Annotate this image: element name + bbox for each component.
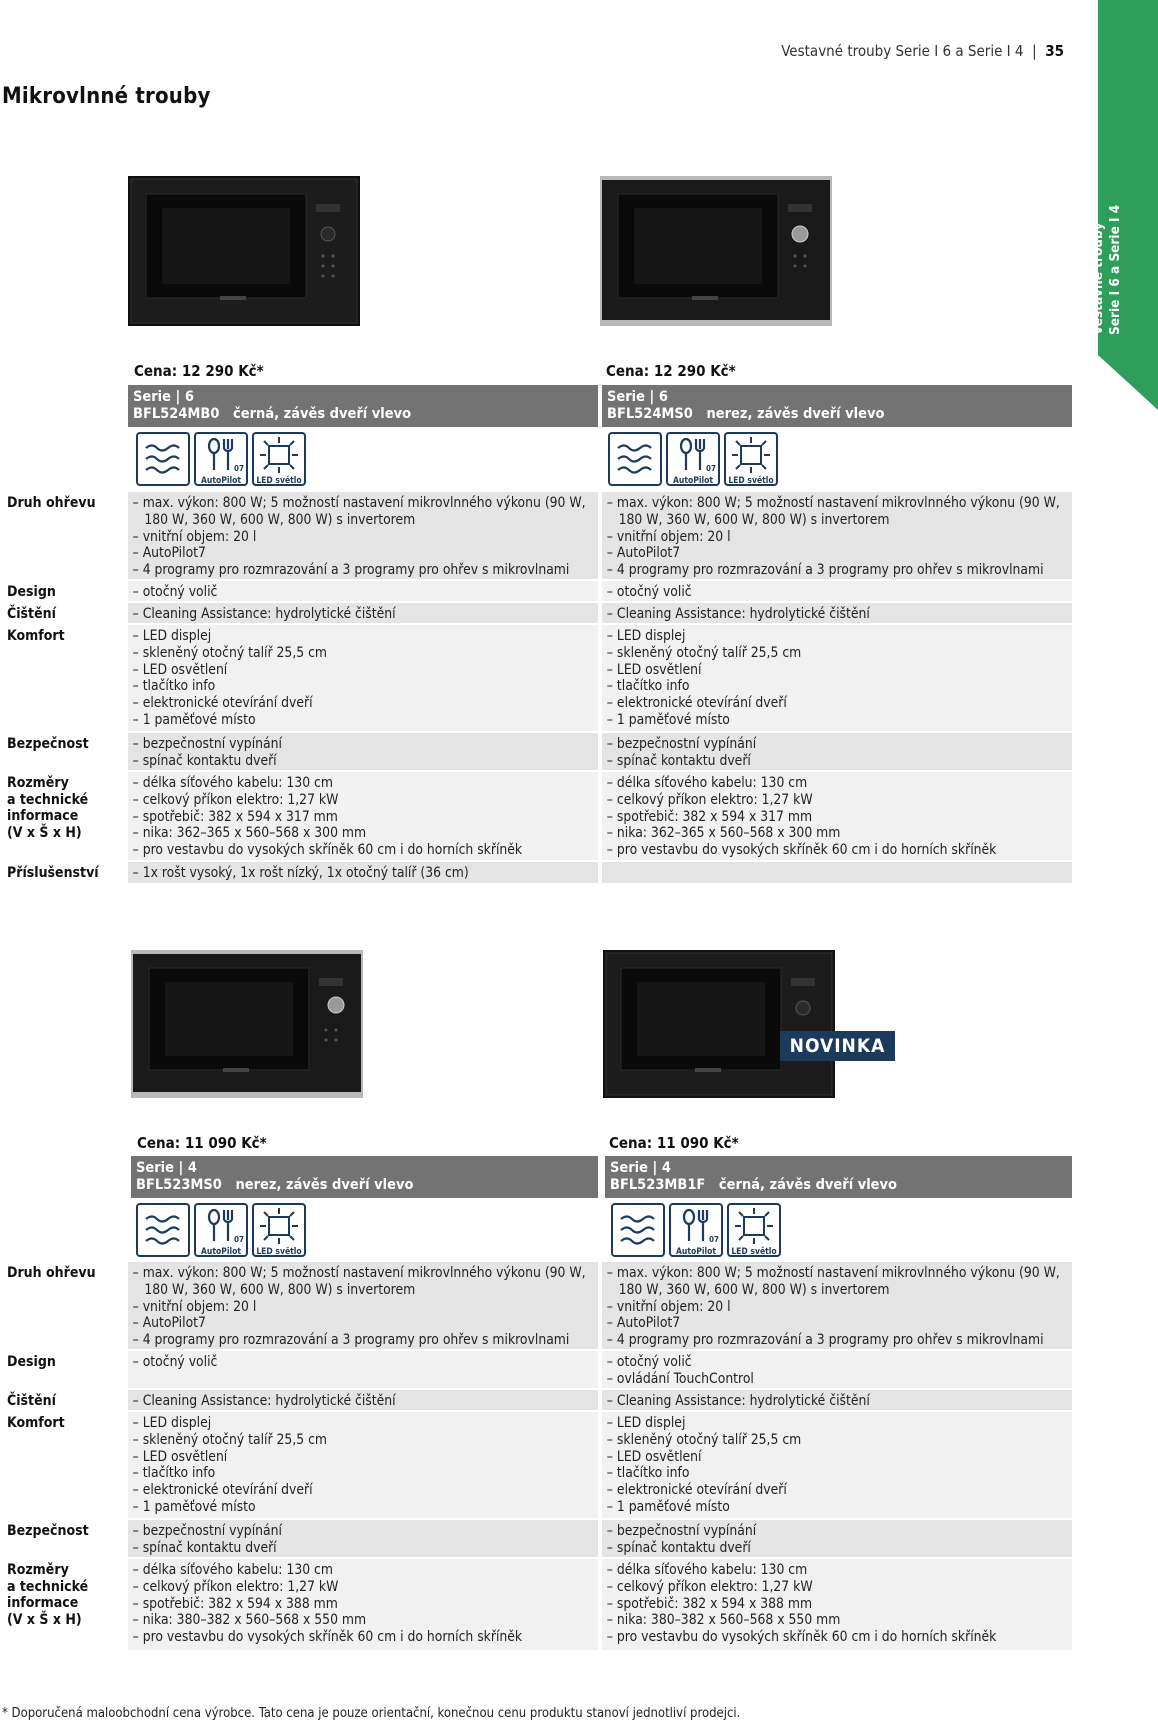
spec-line: – elektronické otevírání dveří — [606, 1482, 787, 1499]
spec-line: – max. výkon: 800 W; 5 možností nastavení mikrovlnného výkonu (90 W, — [606, 1265, 1060, 1281]
spec-line: – délka síťového kabelu: 130 cm — [606, 775, 808, 791]
spec-cell — [602, 603, 1072, 623]
spec-line: – bezpečnostní vypínání — [606, 736, 757, 752]
spec-line: – LED displej — [132, 1415, 212, 1431]
led-caption: LED světlo — [731, 1247, 777, 1257]
led-caption: LED světlo — [728, 476, 774, 486]
spec-line: – LED displej — [132, 628, 212, 644]
spec-cell — [602, 1559, 1072, 1650]
spec-line: – celkový příkon elektro: 1,27 kW — [606, 1578, 813, 1595]
row-label — [0, 1559, 128, 1650]
spec-line: – max. výkon: 800 W; 5 možností nastavení mikrovlnného výkonu (90 W, — [132, 495, 586, 511]
serie-bar-bfl524mb0 — [128, 385, 598, 427]
spec-line: – 1 paměťové místo — [606, 1498, 730, 1515]
price-bfl523mb1f: Cena: 11 090 Kč* — [609, 1134, 739, 1152]
spec-line: – otočný volič — [606, 584, 692, 600]
row-label-line: a technické — [7, 791, 89, 808]
spec-line: – vnitřní objem: 20 l — [132, 528, 257, 545]
spec-line: – spotřebič: 382 x 594 x 388 mm — [606, 1595, 813, 1612]
spec-line: – max. výkon: 800 W; 5 možností nastavení mikrovlnného výkonu (90 W, — [606, 495, 1060, 511]
spec-line: – ovládání TouchControl — [606, 1370, 754, 1387]
spec-cell — [602, 1351, 1072, 1388]
spec-row-safety — [0, 1520, 1072, 1557]
spec-line: – celkový příkon elektro: 1,27 kW — [606, 791, 813, 808]
spec-line: – spotřebič: 382 x 594 x 317 mm — [606, 808, 813, 825]
oven-image-bfl523ms0 — [131, 950, 363, 1098]
spec-row-safety — [0, 733, 1072, 770]
spec-line: – bezpečnostní vypínání — [132, 736, 282, 752]
spec-line: – LED displej — [606, 628, 686, 644]
serie-label: Serie | 6 — [607, 389, 668, 405]
spec-line: – bezpečnostní vypínání — [606, 1523, 757, 1539]
spec-line: – AutoPilot7 — [132, 1315, 206, 1332]
led-caption: LED světlo — [256, 1247, 302, 1257]
spec-line: – celkový příkon elektro: 1,27 kW — [132, 791, 339, 808]
spec-cell — [128, 733, 598, 770]
spec-cell — [602, 492, 1072, 579]
spec-line: – skleněný otočný talíř 25,5 cm — [132, 1431, 328, 1448]
row-label: Bezpečnost — [7, 1523, 89, 1539]
model-label: BFL523MB1F černá, závěs dveří vlevo — [610, 1177, 897, 1193]
serie-label: Serie | 4 — [610, 1160, 671, 1176]
spec-cell — [128, 1520, 598, 1557]
autopilot-number: 07 — [708, 1235, 719, 1244]
spec-line: – nika: 380–382 x 560–568 x 550 mm — [606, 1612, 841, 1629]
spec-line: – max. výkon: 800 W; 5 možností nastavení mikrovlnného výkonu (90 W, — [132, 1265, 586, 1281]
spec-line: – nika: 362–365 x 560–568 x 300 mm — [606, 825, 841, 842]
serie-bar-bfl524ms0 — [602, 385, 1072, 427]
side-tab-line1: Vestavné trouby — [1090, 222, 1106, 335]
spec-cell — [602, 1412, 1072, 1518]
microwave-icon — [611, 1203, 665, 1257]
oven-image-bfl523mb1f — [603, 950, 835, 1098]
autopilot-caption: AutoPilot — [200, 1247, 242, 1257]
row-label: Čištění — [7, 1393, 56, 1409]
autopilot-number: 07 — [705, 464, 716, 473]
autopilot-caption: AutoPilot — [672, 476, 714, 486]
spec-line: – pro vestavbu do vysokých skříněk 60 cm i do horních skříněk — [606, 842, 997, 859]
microwave-icon — [608, 432, 662, 486]
spec-line: – elektronické otevírání dveří — [132, 1482, 313, 1499]
spec-line: – vnitřní objem: 20 l — [606, 528, 731, 545]
spec-row-dims — [0, 772, 1072, 860]
spec-row-dims — [0, 1559, 1072, 1650]
spec-line: – délka síťového kabelu: 130 cm — [606, 1562, 808, 1578]
spec-cell — [602, 625, 1072, 731]
row-label-line: (V x Š x H) — [7, 824, 82, 841]
spec-line: – AutoPilot7 — [132, 545, 206, 562]
row-label: Čištění — [7, 606, 56, 622]
spec-row-cleaning — [0, 603, 1072, 623]
spec-row-accessories — [0, 862, 1072, 883]
feature-icons-1 — [136, 432, 306, 490]
spec-line: – 4 programy pro rozmrazování a 3 programy pro ohřev s mikrovlnami — [132, 1332, 570, 1349]
spec-line: – LED osvětlení — [132, 661, 228, 678]
spec-line: – LED osvětlení — [606, 661, 702, 678]
row-label: Bezpečnost — [7, 736, 89, 752]
row-label: Druh ohřevu — [7, 1265, 96, 1281]
feature-icons-4 — [611, 1203, 781, 1261]
spec-line: – Cleaning Assistance: hydrolytické čištění — [132, 606, 396, 622]
spec-line: 180 W, 360 W, 600 W, 800 W) s invertorem — [606, 511, 890, 528]
spec-row-heating — [0, 492, 1072, 579]
spec-line: – pro vestavbu do vysokých skříněk 60 cm i do horních skříněk — [132, 842, 523, 859]
serie-label: Serie | 6 — [133, 389, 194, 405]
autopilot-icon — [669, 1203, 723, 1257]
led-light-icon — [724, 432, 778, 486]
autopilot-icon — [194, 1203, 248, 1257]
price-bfl524mb0: Cena: 12 290 Kč* — [134, 362, 264, 380]
spec-cell — [602, 772, 1072, 860]
spec-line: – elektronické otevírání dveří — [132, 695, 313, 712]
novinka-badge: NOVINKA — [780, 1031, 895, 1061]
spec-line: – 1 paměťové místo — [606, 711, 730, 728]
spec-line: – bezpečnostní vypínání — [132, 1523, 282, 1539]
model-label: BFL524MS0 nerez, závěs dveří vlevo — [607, 406, 885, 422]
serie-bar-bfl523mb1f — [605, 1156, 1072, 1198]
spec-line: – vnitřní objem: 20 l — [606, 1298, 731, 1315]
spec-line: – pro vestavbu do vysokých skříněk 60 cm i do horních skříněk — [132, 1629, 523, 1646]
spec-line: – nika: 362–365 x 560–568 x 300 mm — [132, 825, 367, 842]
spec-cell — [128, 772, 598, 860]
spec-cell — [602, 862, 1072, 883]
spec-line: – nika: 380–382 x 560–568 x 550 mm — [132, 1612, 367, 1629]
spec-line: – skleněný otočný talíř 25,5 cm — [132, 644, 328, 661]
spec-line: – Cleaning Assistance: hydrolytické čištění — [132, 1393, 396, 1409]
spec-line: – LED osvětlení — [606, 1448, 702, 1465]
spec-line: – AutoPilot7 — [606, 545, 681, 562]
feature-icons-3 — [136, 1203, 306, 1261]
spec-cell — [128, 1351, 598, 1388]
spec-cell — [128, 1262, 598, 1349]
page-title: Mikrovlnné trouby — [2, 84, 211, 109]
autopilot-number: 07 — [233, 464, 244, 473]
autopilot-caption: AutoPilot — [675, 1247, 717, 1257]
spec-line: – 1 paměťové místo — [132, 711, 256, 728]
row-label: Druh ohřevu — [7, 495, 96, 511]
spec-line: – skleněný otočný talíř 25,5 cm — [606, 1431, 802, 1448]
spec-line: – spínač kontaktu dveří — [606, 752, 751, 769]
spec-line: – tlačítko info — [132, 678, 216, 695]
price-bfl524ms0: Cena: 12 290 Kč* — [606, 362, 736, 380]
spec-line: – tlačítko info — [606, 678, 690, 695]
spec-cell — [128, 581, 598, 601]
row-label-line: informace — [7, 1595, 79, 1611]
spec-line: – LED osvětlení — [132, 1448, 228, 1465]
row-label-line: informace — [7, 808, 79, 824]
spec-line: – délka síťového kabelu: 130 cm — [132, 1562, 333, 1578]
autopilot-caption: AutoPilot — [200, 476, 242, 486]
spec-line: – tlačítko info — [606, 1465, 690, 1482]
feature-icons-2 — [608, 432, 778, 490]
spec-cell — [128, 492, 598, 579]
spec-row-design — [0, 581, 1072, 601]
spec-cell — [602, 733, 1072, 770]
microwave-icon — [136, 432, 190, 486]
page-number: 35 — [1045, 42, 1064, 60]
oven-image-bfl524ms0 — [600, 176, 832, 326]
spec-line: – spotřebič: 382 x 594 x 388 mm — [132, 1595, 338, 1612]
page-header: Vestavné trouby Serie I 6 a Serie I 4 | 35 — [781, 42, 1064, 60]
spec-row-cleaning — [0, 1390, 1072, 1410]
row-label-line: a technické — [7, 1578, 89, 1595]
spec-line: – otočný volič — [132, 584, 218, 600]
spec-line: – spínač kontaktu dveří — [132, 1539, 277, 1556]
spec-cell — [602, 581, 1072, 601]
spec-line: – Cleaning Assistance: hydrolytické čištění — [606, 1393, 870, 1409]
header-text: Vestavné trouby Serie I 6 a Serie I 4 — [781, 42, 1024, 60]
spec-line: – LED displej — [606, 1415, 686, 1431]
led-caption: LED světlo — [256, 476, 302, 486]
spec-line: 180 W, 360 W, 600 W, 800 W) s invertorem — [132, 1281, 416, 1298]
microwave-icon — [136, 1203, 190, 1257]
row-label: Design — [7, 1354, 56, 1370]
spec-line: – Cleaning Assistance: hydrolytické čištění — [606, 606, 870, 622]
led-light-icon — [252, 1203, 306, 1257]
footnote: * Doporučená maloobchodní cena výrobce. Tato cena je pouze orientační, konečnou cenu produktu stanoví jednotliví prodejci. — [2, 1706, 741, 1721]
spec-line: – skleněný otočný talíř 25,5 cm — [606, 644, 802, 661]
spec-line: – 4 programy pro rozmrazování a 3 programy pro ohřev s mikrovlnami — [606, 562, 1044, 579]
spec-row-comfort — [0, 625, 1072, 731]
row-label: Design — [7, 584, 56, 600]
spec-line: – 4 programy pro rozmrazování a 3 programy pro ohřev s mikrovlnami — [132, 562, 570, 579]
spec-line: – vnitřní objem: 20 l — [132, 1298, 257, 1315]
spec-cell — [128, 603, 598, 623]
spec-line: – otočný volič — [606, 1354, 692, 1370]
spec-line: 180 W, 360 W, 600 W, 800 W) s invertorem — [606, 1281, 890, 1298]
spec-line: – spínač kontaktu dveří — [606, 1539, 751, 1556]
spec-row-heating — [0, 1262, 1072, 1349]
spec-line: – pro vestavbu do vysokých skříněk 60 cm i do horních skříněk — [606, 1629, 997, 1646]
spec-line: – elektronické otevírání dveří — [606, 695, 787, 712]
spec-cell — [128, 1412, 598, 1518]
price-bfl523ms0: Cena: 11 090 Kč* — [137, 1134, 267, 1152]
serie-bar-bfl523ms0 — [131, 1156, 598, 1198]
spec-line: – 4 programy pro rozmrazování a 3 programy pro ohřev s mikrovlnami — [606, 1332, 1044, 1349]
oven-image-bfl524mb0 — [128, 176, 360, 326]
autopilot-number: 07 — [233, 1235, 244, 1244]
row-label-line: (V x Š x H) — [7, 1611, 82, 1628]
model-label: BFL524MB0 černá, závěs dveří vlevo — [133, 406, 412, 422]
spec-row-design — [0, 1351, 1072, 1388]
spec-line: – tlačítko info — [132, 1465, 216, 1482]
row-label: Příslušenství — [7, 865, 99, 881]
led-light-icon — [252, 432, 306, 486]
spec-row-comfort — [0, 1412, 1072, 1518]
spec-cell — [602, 1262, 1072, 1349]
model-label: BFL523MS0 nerez, závěs dveří vlevo — [136, 1177, 414, 1193]
spec-cell — [128, 1390, 598, 1410]
spec-cell — [602, 1520, 1072, 1557]
spec-cell — [128, 862, 598, 883]
spec-line: – otočný volič — [132, 1354, 218, 1370]
spec-line: – spotřebič: 382 x 594 x 317 mm — [132, 808, 338, 825]
led-light-icon — [727, 1203, 781, 1257]
spec-line: – AutoPilot7 — [606, 1315, 681, 1332]
autopilot-icon — [666, 432, 720, 486]
row-label: Komfort — [7, 1415, 65, 1431]
row-label: Komfort — [7, 628, 65, 644]
spec-line: – délka síťového kabelu: 130 cm — [132, 775, 333, 791]
row-label-line: Rozměry — [7, 775, 69, 791]
spec-line: – 1x rošt vysoký, 1x rošt nízký, 1x otočný talíř (36 cm) — [132, 865, 469, 881]
spec-line: – 1 paměťové místo — [132, 1498, 256, 1515]
serie-label: Serie | 4 — [136, 1160, 197, 1176]
spec-cell — [128, 625, 598, 731]
spec-line: 180 W, 360 W, 600 W, 800 W) s invertorem — [132, 511, 416, 528]
spec-line: – spínač kontaktu dveří — [132, 752, 277, 769]
spec-cell — [602, 1390, 1072, 1410]
row-label — [0, 772, 128, 860]
side-tab-line2: Serie I 6 a Serie I 4 — [1107, 204, 1123, 335]
autopilot-icon — [194, 432, 248, 486]
side-tab-text — [1090, 145, 1124, 335]
spec-cell — [128, 1559, 598, 1650]
spec-line: – celkový příkon elektro: 1,27 kW — [132, 1578, 339, 1595]
row-label-line: Rozměry — [7, 1562, 69, 1578]
